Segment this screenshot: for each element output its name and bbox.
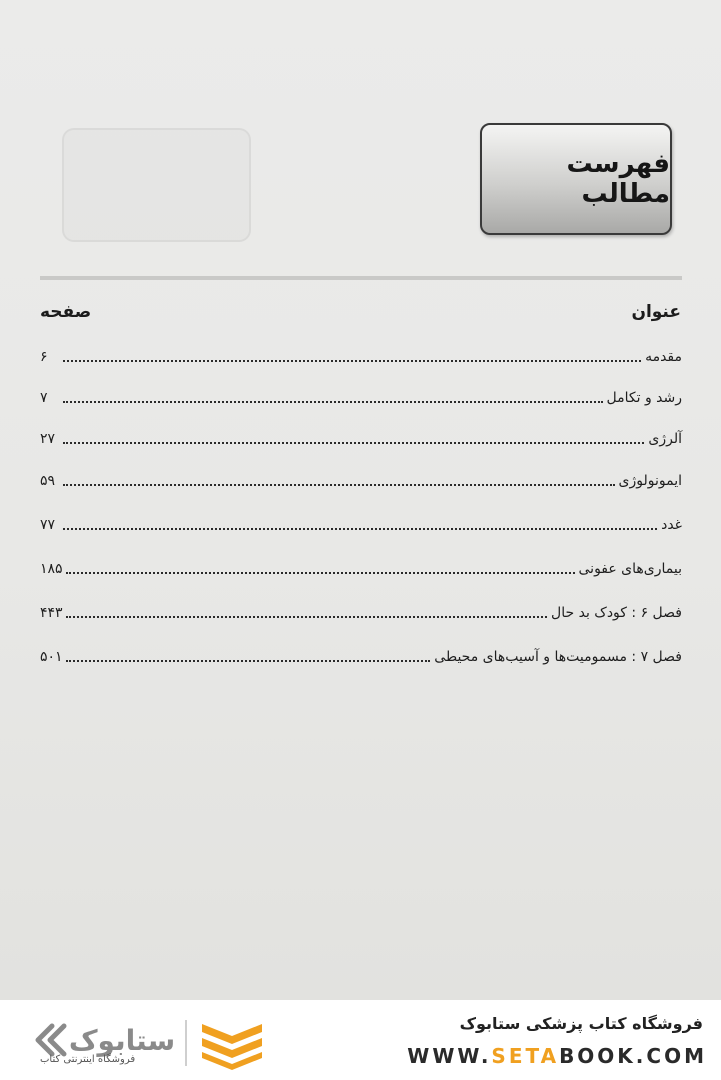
toc-leader bbox=[63, 360, 641, 362]
toc-row[interactable] bbox=[40, 596, 682, 622]
toc-page: ۶ bbox=[40, 349, 48, 365]
toc-leader bbox=[63, 442, 644, 444]
logo-wordmark: ستابوک bbox=[68, 1024, 176, 1057]
column-head-title: عنوان bbox=[631, 302, 681, 322]
toc-title: فصل ۶ : کودک بد حال bbox=[551, 605, 682, 621]
toc-leader bbox=[63, 484, 615, 486]
chevron-left-icon bbox=[38, 1026, 64, 1054]
toc-title: فصل ۷ : مسمومیت‌ها و آسیب‌های محیطی bbox=[434, 649, 682, 665]
toc-row[interactable] bbox=[40, 422, 682, 448]
toc-leader bbox=[66, 616, 547, 618]
toc-row[interactable] bbox=[40, 464, 682, 490]
toc-title: آلرژی bbox=[648, 431, 682, 447]
toc-row[interactable] bbox=[40, 552, 682, 578]
toc-page: ۱۸۵ bbox=[40, 561, 63, 577]
toc-page: ۵۹ bbox=[40, 473, 56, 489]
toc-page: ۵۰۱ bbox=[40, 649, 63, 665]
store-url-link[interactable] bbox=[407, 1044, 707, 1068]
store-url-accent: SETA bbox=[491, 1044, 560, 1068]
toc-title: غدد bbox=[661, 517, 682, 533]
column-head-page: صفحه bbox=[40, 302, 92, 322]
page-title: فهرست مطالب bbox=[566, 149, 670, 209]
toc-row[interactable] bbox=[40, 381, 682, 407]
store-url-pre: WWW. bbox=[407, 1044, 492, 1068]
toc-page: ۴۴۳ bbox=[40, 605, 63, 621]
toc-page: ۷۷ bbox=[40, 517, 56, 533]
bleed-through-box bbox=[62, 128, 251, 242]
header-rule bbox=[40, 276, 682, 280]
store-name: فروشگاه کتاب پزشکی ستابوک bbox=[459, 1014, 703, 1033]
toc-page: ۲۷ bbox=[40, 431, 56, 447]
toc-row[interactable] bbox=[40, 340, 682, 366]
toc-title: رشد و تکامل bbox=[606, 390, 682, 406]
toc-page: ۷ bbox=[40, 390, 48, 406]
logo-tagline: فروشگاه اینترنتی کتاب bbox=[40, 1054, 136, 1065]
title-box bbox=[480, 123, 672, 235]
book-stack-icon bbox=[202, 1024, 262, 1070]
toc-leader bbox=[66, 660, 431, 662]
store-url-post: BOOK.COM bbox=[559, 1044, 707, 1068]
toc-leader bbox=[63, 401, 603, 403]
footer-banner bbox=[0, 1000, 721, 1080]
toc-row[interactable] bbox=[40, 508, 682, 534]
toc-leader bbox=[66, 572, 575, 574]
toc-leader bbox=[63, 528, 657, 530]
toc-title: بیماری‌های عفونی bbox=[578, 561, 682, 577]
toc-row[interactable] bbox=[40, 640, 682, 666]
toc-title: ایمونولوژی bbox=[618, 473, 682, 489]
toc-title: مقدمه bbox=[645, 349, 682, 365]
